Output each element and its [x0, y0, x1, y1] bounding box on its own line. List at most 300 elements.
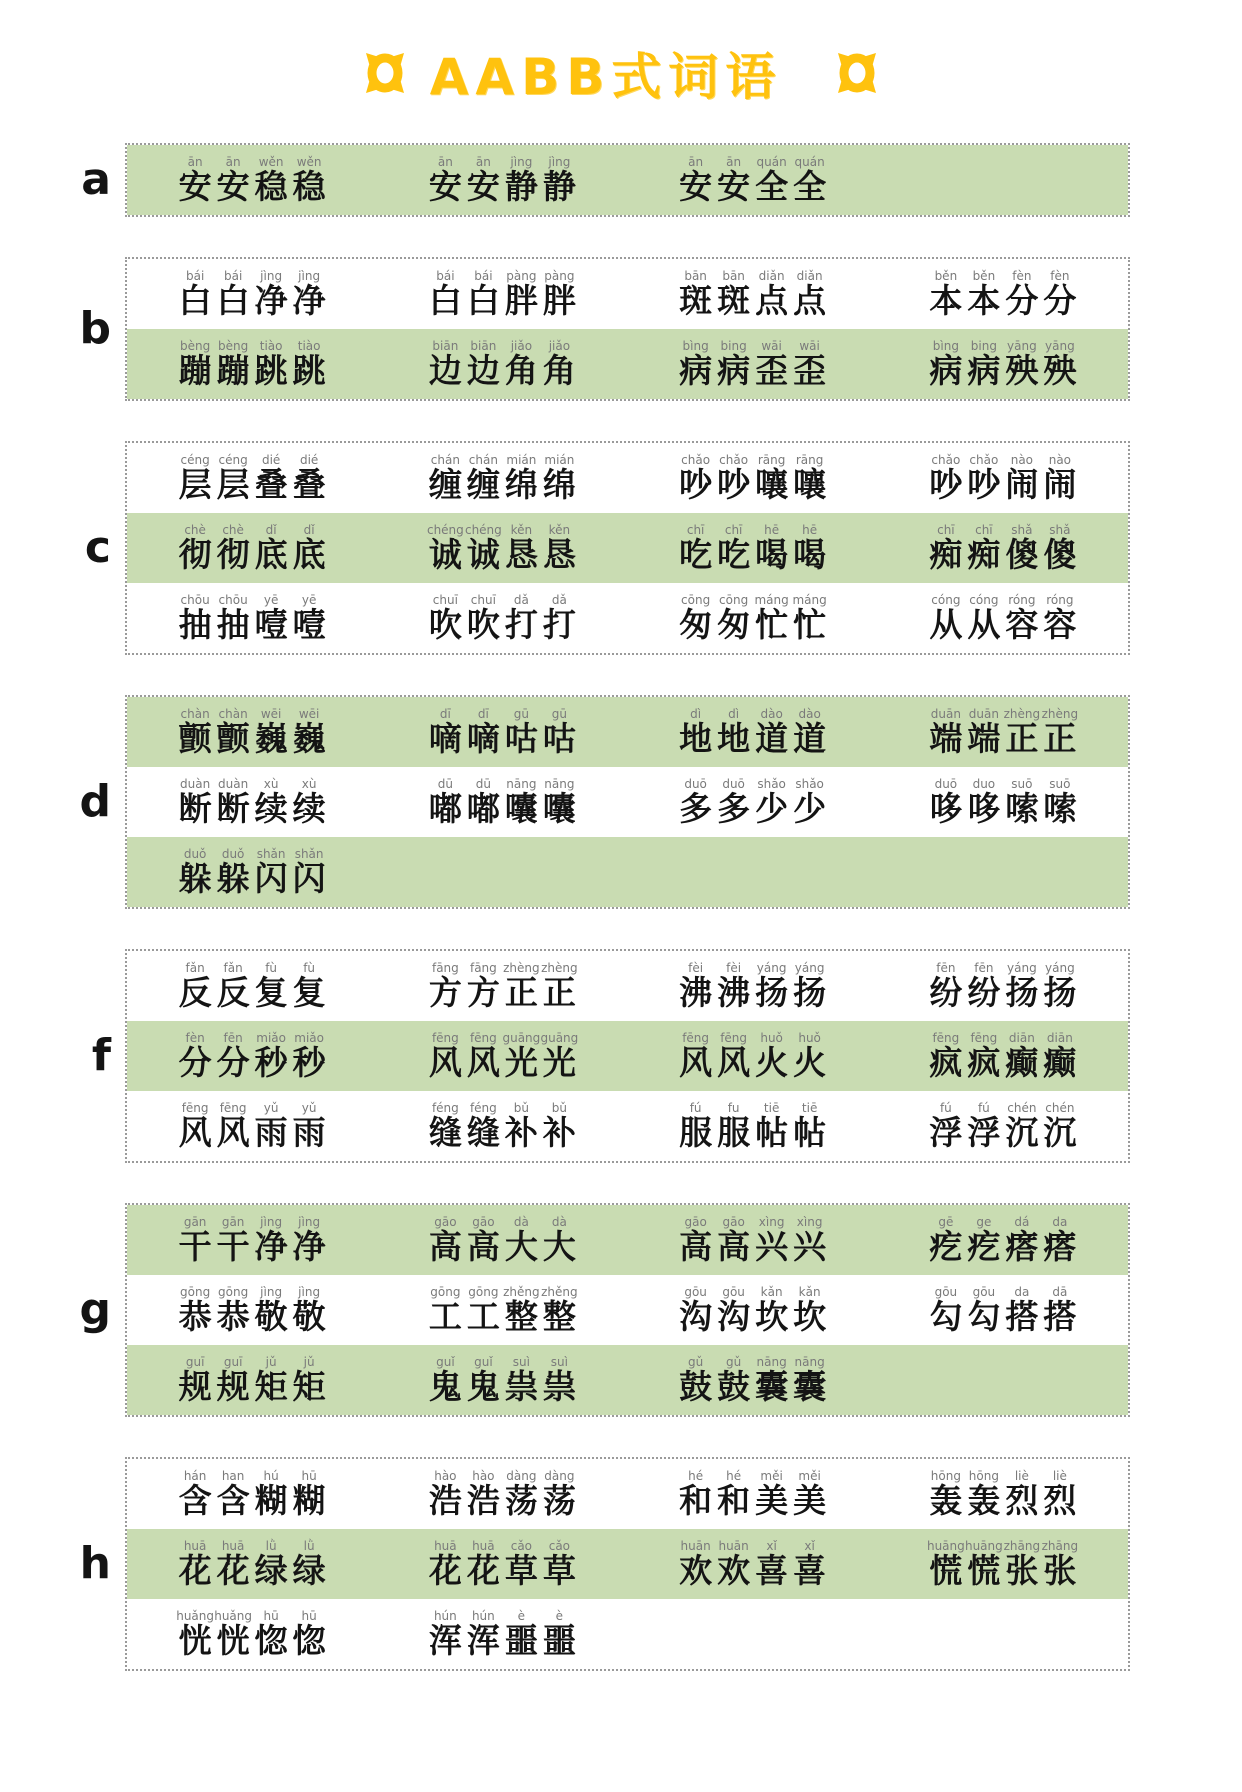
char-stack	[927, 1470, 965, 1521]
hanzi-char: 沉	[1005, 1113, 1039, 1153]
pinyin-text: suì	[512, 1354, 530, 1369]
char-stack	[540, 270, 578, 321]
char-stack	[753, 270, 791, 321]
hanzi-char: 雨	[292, 1113, 326, 1153]
pinyin-text: tiào	[297, 338, 321, 353]
char-stack	[677, 778, 715, 829]
char-stack	[176, 848, 214, 899]
hanzi-char: 祟	[504, 1367, 538, 1407]
char-stack	[426, 594, 464, 645]
pinyin-text: máng	[754, 592, 789, 607]
hanzi-char: 角	[542, 351, 576, 391]
pinyin-text: hán	[183, 1468, 207, 1483]
hanzi-char: 秒	[292, 1043, 326, 1083]
pinyin-text: bái	[185, 268, 205, 283]
char-stack	[464, 524, 502, 575]
pinyin-text: quán	[756, 154, 787, 169]
pinyin-text: duān	[968, 706, 999, 721]
pinyin-text: gē	[938, 1214, 954, 1229]
hanzi-char: 彻	[178, 535, 212, 575]
pinyin-text: féng	[431, 1100, 459, 1115]
char-stack	[214, 778, 252, 829]
hanzi-char: 囊	[755, 1367, 789, 1407]
char-stack	[426, 962, 464, 1013]
pinyin-text: dào	[798, 706, 821, 721]
hanzi-char: 净	[292, 281, 326, 321]
hanzi-char: 方	[428, 973, 462, 1013]
char-stack	[540, 962, 578, 1013]
pinyin-text: hū	[263, 1608, 279, 1623]
hanzi-char: 层	[216, 465, 250, 505]
pinyin-text: chǎo	[931, 452, 961, 467]
hanzi-char: 正	[542, 973, 576, 1013]
hanzi-char: 端	[929, 719, 963, 759]
hanzi-char: 胖	[542, 281, 576, 321]
char-stack	[464, 1356, 502, 1407]
pinyin-text: wāi	[761, 338, 782, 353]
char-stack	[1041, 340, 1079, 391]
char-stack	[426, 1610, 464, 1661]
hanzi-char: 鬼	[466, 1367, 500, 1407]
hanzi-char: 喜	[755, 1551, 789, 1591]
char-stack	[464, 708, 502, 759]
char-stack	[540, 1610, 578, 1661]
char-stack	[290, 340, 328, 391]
pinyin-text: chǎo	[719, 452, 749, 467]
char-stack	[677, 340, 715, 391]
hanzi-char: 纷	[929, 973, 963, 1013]
hanzi-char: 瘩	[1043, 1227, 1077, 1267]
word-entry	[628, 1205, 878, 1275]
pinyin-text: chuī	[432, 592, 458, 607]
hanzi-char: 痴	[929, 535, 963, 575]
char-stack	[965, 1102, 1003, 1153]
char-stack	[753, 1216, 791, 1267]
pinyin-text: lǜ	[303, 1538, 315, 1553]
pinyin-text: fēng	[970, 1030, 998, 1045]
hanzi-char: 静	[542, 167, 576, 207]
pinyin-text: dàng	[544, 1468, 575, 1483]
pinyin-text: fèi	[688, 960, 704, 975]
section-f	[62, 949, 1130, 1163]
pinyin-text: bèng	[218, 338, 249, 353]
char-stack	[290, 156, 328, 207]
word-entry	[377, 513, 627, 583]
pinyin-text: wěn	[296, 154, 322, 169]
word-entry	[878, 1091, 1128, 1161]
word-entry	[127, 1091, 377, 1161]
word-entry	[127, 513, 377, 583]
char-stack	[753, 778, 791, 829]
word-entry	[377, 443, 627, 513]
char-stack	[753, 1286, 791, 1337]
char-stack	[426, 270, 464, 321]
char-stack	[290, 1102, 328, 1153]
pinyin-text: hōng	[968, 1468, 999, 1483]
word-entry	[127, 951, 377, 1021]
word-entry	[377, 951, 627, 1021]
pinyin-text: huān	[680, 1538, 711, 1553]
pinyin-text: è	[555, 1608, 564, 1623]
pinyin-text: dà	[513, 1214, 529, 1229]
char-stack	[1003, 594, 1041, 645]
pinyin-text: duō	[684, 776, 707, 791]
hanzi-char: 补	[504, 1113, 538, 1153]
hanzi-char: 秒	[254, 1043, 288, 1083]
pinyin-text: fāng	[469, 960, 497, 975]
hanzi-char: 静	[504, 167, 538, 207]
char-stack	[214, 962, 252, 1013]
worksheet-page	[0, 36, 1242, 1792]
hanzi-char: 殃	[1043, 351, 1077, 391]
char-stack	[677, 1286, 715, 1337]
word-row	[127, 1345, 1128, 1415]
hanzi-char: 分	[1005, 281, 1039, 321]
section-box	[125, 949, 1130, 1163]
char-stack	[1003, 708, 1041, 759]
hanzi-char: 彻	[216, 535, 250, 575]
char-stack	[791, 778, 829, 829]
pinyin-text: chǎo	[681, 452, 711, 467]
char-stack	[791, 1032, 829, 1083]
hanzi-char: 歪	[755, 351, 789, 391]
char-stack	[753, 1470, 791, 1521]
char-stack	[1003, 1216, 1041, 1267]
hanzi-char: 糊	[292, 1481, 326, 1521]
hanzi-char: 全	[793, 167, 827, 207]
hanzi-char: 浩	[428, 1481, 462, 1521]
hanzi-char: 缝	[428, 1113, 462, 1153]
pinyin-text: tiē	[801, 1100, 818, 1115]
pinyin-text: dā	[1052, 1284, 1068, 1299]
char-stack	[290, 524, 328, 575]
pinyin-text: huā	[434, 1538, 457, 1553]
section-letter: h	[79, 1538, 111, 1589]
char-stack	[464, 454, 502, 505]
hanzi-char: 囔	[504, 789, 538, 829]
word-entry	[878, 1205, 1128, 1275]
char-stack	[791, 340, 829, 391]
char-stack	[290, 1032, 328, 1083]
char-stack	[502, 454, 540, 505]
hanzi-char: 欢	[717, 1551, 751, 1591]
char-stack	[502, 1032, 540, 1083]
pinyin-text: chán	[468, 452, 498, 467]
hanzi-char: 和	[717, 1481, 751, 1521]
char-stack	[791, 1216, 829, 1267]
hanzi-char: 病	[717, 351, 751, 391]
char-stack	[677, 1356, 715, 1407]
section-letter: d	[79, 776, 111, 827]
pinyin-text: hào	[472, 1468, 495, 1483]
pinyin-text: fú	[939, 1100, 952, 1115]
pinyin-text: nāng	[506, 776, 537, 791]
pinyin-text: suō	[1011, 776, 1033, 791]
pinyin-text: dì	[690, 706, 702, 721]
hanzi-char: 白	[178, 281, 212, 321]
hanzi-char: 光	[504, 1043, 538, 1083]
word-entry	[377, 583, 627, 653]
pinyin-text: shǎ	[1049, 522, 1071, 537]
char-stack	[540, 1286, 578, 1337]
word-entry	[127, 1345, 377, 1415]
pinyin-text: chōu	[218, 592, 248, 607]
char-stack	[677, 1470, 715, 1521]
empty-cell	[377, 837, 627, 907]
empty-cell	[878, 1345, 1128, 1415]
char-stack	[214, 1032, 252, 1083]
pinyin-text: han	[221, 1468, 245, 1483]
pinyin-text: dào	[760, 706, 783, 721]
pinyin-text: zhāng	[1003, 1538, 1041, 1553]
hanzi-char: 和	[679, 1481, 713, 1521]
char-stack	[1041, 270, 1079, 321]
page-title: AABB式词语	[429, 48, 783, 106]
char-stack	[464, 156, 502, 207]
char-stack	[464, 270, 502, 321]
char-stack	[252, 708, 290, 759]
hanzi-char: 少	[755, 789, 789, 829]
pinyin-text: diǎn	[796, 268, 823, 283]
hanzi-char: 蹦	[216, 351, 250, 391]
hanzi-char: 烈	[1043, 1481, 1077, 1521]
pinyin-text: cōng	[719, 592, 749, 607]
pinyin-text: gāo	[472, 1214, 495, 1229]
hanzi-char: 含	[178, 1481, 212, 1521]
word-entry	[878, 443, 1128, 513]
hanzi-char: 糊	[254, 1481, 288, 1521]
hanzi-char: 白	[466, 281, 500, 321]
hanzi-char: 嗦	[1043, 789, 1077, 829]
hanzi-char: 沸	[717, 973, 751, 1013]
char-stack	[464, 1216, 502, 1267]
pinyin-text: ān	[187, 154, 203, 169]
hanzi-char: 安	[466, 167, 500, 207]
pinyin-text: hē	[764, 522, 780, 537]
pinyin-text: hū	[301, 1608, 317, 1623]
char-stack	[753, 156, 791, 207]
pinyin-text: chán	[430, 452, 460, 467]
word-row	[127, 583, 1128, 653]
section-h	[62, 1457, 1130, 1671]
hanzi-char: 草	[542, 1551, 576, 1591]
char-stack	[252, 778, 290, 829]
char-stack	[540, 1216, 578, 1267]
char-stack	[176, 524, 214, 575]
pinyin-text: guī	[223, 1354, 243, 1369]
hanzi-char: 多	[717, 789, 751, 829]
char-stack	[1003, 1286, 1041, 1337]
char-stack	[677, 270, 715, 321]
word-entry	[127, 259, 377, 329]
pinyin-text: hú	[263, 1468, 279, 1483]
pinyin-text: jìng	[260, 1214, 283, 1229]
char-stack	[715, 454, 753, 505]
char-stack	[927, 962, 965, 1013]
char-stack	[502, 708, 540, 759]
empty-cell	[878, 1599, 1128, 1669]
char-stack	[540, 524, 578, 575]
char-stack	[214, 1540, 252, 1591]
hanzi-char: 大	[504, 1227, 538, 1267]
hanzi-char: 瘩	[1005, 1227, 1039, 1267]
char-stack	[464, 1610, 502, 1661]
pinyin-text: suō	[1049, 776, 1071, 791]
word-entry	[878, 259, 1128, 329]
char-stack	[965, 1540, 1003, 1591]
pinyin-text: nāng	[794, 1354, 825, 1369]
hanzi-char: 轰	[929, 1481, 963, 1521]
hanzi-char: 矩	[254, 1367, 288, 1407]
hanzi-char: 绵	[504, 465, 538, 505]
pinyin-text: wāi	[799, 338, 820, 353]
hanzi-char: 白	[428, 281, 462, 321]
pinyin-text: chéng	[464, 522, 502, 537]
char-stack	[677, 962, 715, 1013]
pinyin-text: shǎn	[256, 846, 286, 861]
hanzi-char: 吵	[717, 465, 751, 505]
pinyin-text: fèn	[1050, 268, 1070, 283]
pinyin-text: gōng	[218, 1284, 249, 1299]
hanzi-char: 搭	[1043, 1297, 1077, 1337]
pinyin-text: chī	[686, 522, 705, 537]
pinyin-text: miǎo	[256, 1030, 286, 1045]
char-stack	[715, 708, 753, 759]
hanzi-char: 扬	[1043, 973, 1077, 1013]
char-stack	[176, 1610, 214, 1661]
hanzi-char: 从	[929, 605, 963, 645]
pinyin-text: mián	[506, 452, 537, 467]
char-stack	[214, 454, 252, 505]
page-header	[0, 36, 1242, 110]
hanzi-char: 正	[1005, 719, 1039, 759]
char-stack	[677, 1102, 715, 1153]
hanzi-char: 容	[1043, 605, 1077, 645]
hanzi-char: 闪	[292, 859, 326, 899]
hanzi-char: 分	[216, 1043, 250, 1083]
char-stack	[677, 1216, 715, 1267]
pinyin-text: pàng	[544, 268, 575, 283]
pinyin-text: fēng	[181, 1100, 209, 1115]
pinyin-text: gǔ	[726, 1354, 742, 1369]
hanzi-char: 烈	[1005, 1481, 1039, 1521]
hanzi-char: 祟	[542, 1367, 576, 1407]
char-stack	[1041, 524, 1079, 575]
word-entry	[377, 329, 627, 399]
pinyin-text: fǎn	[223, 960, 243, 975]
char-stack	[927, 778, 965, 829]
char-stack	[290, 454, 328, 505]
hanzi-char: 躲	[216, 859, 250, 899]
pinyin-text: ge	[976, 1214, 992, 1229]
hanzi-char: 轰	[967, 1481, 1001, 1521]
pinyin-text: chī	[724, 522, 743, 537]
hanzi-char: 角	[504, 351, 538, 391]
pinyin-text: jìng	[260, 1284, 283, 1299]
word-entry	[377, 767, 627, 837]
char-stack	[927, 524, 965, 575]
hanzi-char: 跳	[292, 351, 326, 391]
char-stack	[502, 1216, 540, 1267]
pinyin-text: jìng	[298, 1214, 321, 1229]
char-stack	[1003, 340, 1041, 391]
hanzi-char: 道	[755, 719, 789, 759]
hanzi-char: 浮	[929, 1113, 963, 1153]
hanzi-char: 吃	[717, 535, 751, 575]
pinyin-text: chéng	[426, 522, 464, 537]
pinyin-text: dá	[1014, 1214, 1030, 1229]
char-stack	[927, 1216, 965, 1267]
word-entry	[127, 583, 377, 653]
char-stack	[290, 962, 328, 1013]
hanzi-char: 沟	[717, 1297, 751, 1337]
hanzi-char: 嘟	[466, 789, 500, 829]
pinyin-text: chōu	[180, 592, 210, 607]
pinyin-text: fēng	[469, 1030, 497, 1045]
word-row	[127, 1529, 1128, 1599]
word-entry	[127, 443, 377, 513]
char-stack	[252, 270, 290, 321]
pinyin-text: diǎn	[758, 268, 785, 283]
pinyin-text: guī	[185, 1354, 205, 1369]
pinyin-text: duǒ	[221, 846, 245, 861]
word-row	[127, 1599, 1128, 1669]
pinyin-text: cóng	[931, 592, 961, 607]
pinyin-text: chè	[222, 522, 244, 537]
hanzi-char: 躲	[178, 859, 212, 899]
char-stack	[176, 340, 214, 391]
pinyin-text: fēng	[720, 1030, 748, 1045]
hanzi-char: 斑	[679, 281, 713, 321]
pinyin-text: yáng	[1007, 960, 1037, 975]
pinyin-text: fāng	[431, 960, 459, 975]
char-stack	[426, 156, 464, 207]
pinyin-text: bǔ	[551, 1100, 567, 1115]
pinyin-text: bèng	[180, 338, 211, 353]
pinyin-text: hē	[802, 522, 818, 537]
word-entry	[377, 1459, 627, 1529]
pinyin-text: bái	[436, 268, 455, 283]
pinyin-text: zhāng	[1041, 1538, 1079, 1553]
hanzi-char: 扬	[793, 973, 827, 1013]
hanzi-char: 闹	[1043, 465, 1077, 505]
char-stack	[426, 778, 464, 829]
char-stack	[1041, 1216, 1079, 1267]
word-entry	[377, 1529, 627, 1599]
section-letter: c	[84, 522, 111, 573]
pinyin-text: gōu	[684, 1284, 707, 1299]
pinyin-text: xǐ	[804, 1538, 815, 1553]
hanzi-char: 噎	[254, 605, 288, 645]
pinyin-text: gāo	[684, 1214, 707, 1229]
hanzi-char: 火	[755, 1043, 789, 1083]
hanzi-char: 张	[1043, 1551, 1077, 1591]
hanzi-char: 净	[254, 281, 288, 321]
char-stack	[176, 708, 214, 759]
pinyin-text: liè	[1052, 1468, 1067, 1483]
section-box	[125, 1203, 1130, 1417]
pinyin-text: jìng	[548, 154, 571, 169]
char-stack	[502, 524, 540, 575]
hanzi-char: 慌	[967, 1551, 1001, 1591]
char-stack	[176, 1286, 214, 1337]
char-stack	[1003, 1470, 1041, 1521]
char-stack	[426, 708, 464, 759]
char-stack	[214, 1610, 252, 1661]
hanzi-char: 坎	[793, 1297, 827, 1337]
pinyin-text: cǎo	[510, 1538, 533, 1553]
char-stack	[252, 1286, 290, 1337]
